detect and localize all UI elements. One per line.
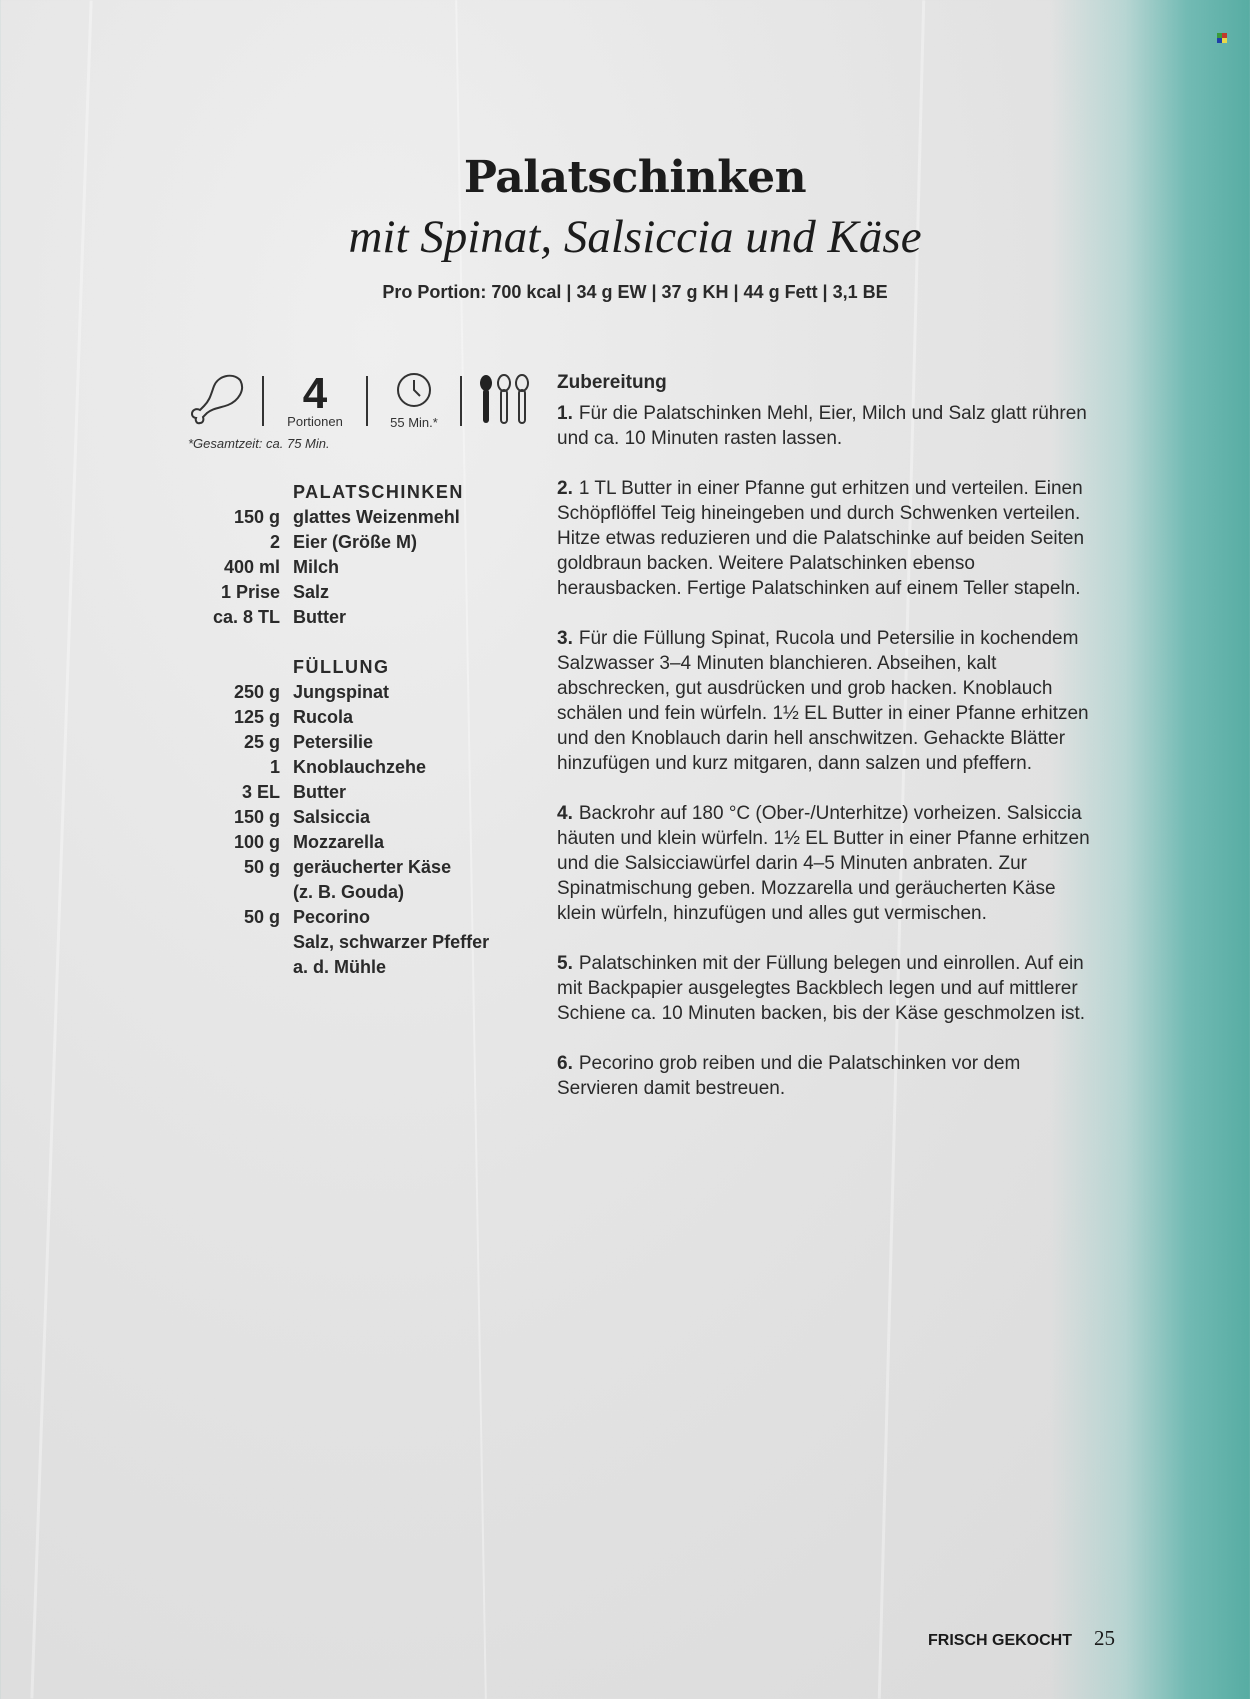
ingredient-name: Knoblauchzehe bbox=[293, 757, 427, 777]
ingredient-name: (z. B. Gouda) bbox=[293, 882, 404, 902]
preparation-heading: Zubereitung bbox=[557, 372, 667, 393]
ingredient-amount: 250 g bbox=[233, 682, 280, 702]
preparation-step bbox=[557, 1051, 1097, 1101]
ingredient-row bbox=[200, 955, 489, 980]
ingredient-amount: 3 EL bbox=[241, 782, 280, 802]
portions-label: Portionen bbox=[287, 413, 343, 429]
ingredient-amount: 125 g bbox=[233, 707, 280, 727]
ingredient-amount bbox=[200, 930, 293, 955]
step-text: Pecorino grob reiben und die Palatschinken vor dem Servieren damit bestreuen. bbox=[557, 1053, 1021, 1099]
step-text: Backrohr auf 180 °C (Ober-/Unterhitze) vorheizen. Salsiccia häuten und klein würfeln. 1½ EL Butter in einer Pfanne erhitzen und die Salsicciawürfel darin 4–5 Minuten anbraten. Zur Spinatmischung geben. Mozzarella und geräucherten Käse klein würfeln, hinzufügen und alles gut vermischen. bbox=[557, 803, 1090, 924]
spoon-difficulty-icon bbox=[478, 373, 530, 430]
preparation-step bbox=[557, 476, 1097, 601]
ingredient-amount bbox=[200, 880, 293, 905]
ingredient-name: Salz bbox=[293, 582, 330, 602]
step-number: 3. bbox=[557, 628, 573, 649]
ingredient-row bbox=[200, 780, 489, 805]
ingredient-name: Butter bbox=[293, 607, 346, 627]
ingredient-name: Mozzarella bbox=[293, 832, 385, 852]
ingredient-name: Milch bbox=[293, 557, 340, 577]
ingredient-name: Jungspinat bbox=[293, 682, 390, 702]
step-number: 2. bbox=[557, 478, 573, 499]
ingredient-row bbox=[200, 755, 489, 780]
ingredient-name: geräucherter Käse bbox=[293, 857, 452, 877]
nutrition-info: Pro Portion: 700 kcal | 34 g EW | 37 g KH | 44 g Fett | 3,1 BE bbox=[382, 282, 888, 302]
ingredient-amount: 100 g bbox=[233, 832, 280, 852]
ingredient-row bbox=[200, 705, 489, 730]
ingredient-amount: 400 ml bbox=[223, 557, 280, 577]
ingredient-row bbox=[200, 930, 489, 955]
ingredient-name: glattes Weizenmehl bbox=[293, 507, 460, 527]
ingredient-amount: 50 g bbox=[243, 907, 280, 927]
ingredient-amount: 150 g bbox=[233, 807, 280, 827]
step-number: 1. bbox=[557, 403, 573, 424]
chicken-leg-icon bbox=[188, 372, 246, 431]
ingredient-name: Salz, schwarzer Pfeffer bbox=[293, 932, 490, 952]
recipe-subtitle: mit Spinat, Salsiccia und Käse bbox=[348, 211, 922, 263]
ingredient-name: Petersilie bbox=[293, 732, 374, 752]
ingredient-amount: 50 g bbox=[243, 857, 280, 877]
ingredient-row bbox=[200, 505, 489, 530]
divider bbox=[262, 376, 264, 426]
magazine-name: FRISCH GEKOCHT bbox=[928, 1632, 1072, 1649]
ingredient-amount: 2 bbox=[269, 532, 280, 552]
step-text: Für die Füllung Spinat, Rucola und Petersilie in kochendem Salzwasser 3–4 Minuten blanchieren. Abseihen, kalt abschrecken, gut ausdrücken und grob hacken. Knoblauch schälen und fein würfeln. 1½ EL Butter in einer Pfanne erhitzen und den Knoblauch darin hell anschwitzen. Gehackte Blätter hinzufügen und kurz mitgaren, dann salzen und pfeffern. bbox=[557, 628, 1089, 774]
ingredient-name: Salsiccia bbox=[293, 807, 371, 827]
ingredient-amount: ca. 8 TL bbox=[212, 607, 280, 627]
ingredient-row bbox=[200, 730, 489, 755]
preparation-step bbox=[557, 801, 1097, 926]
ingredient-row bbox=[200, 530, 489, 555]
ingredient-name: Pecorino bbox=[293, 907, 371, 927]
ingredient-amount: 150 g bbox=[233, 507, 280, 527]
ingredient-row bbox=[200, 555, 489, 580]
time-label: 55 Min.* bbox=[390, 415, 438, 430]
portions-number: 4 bbox=[302, 368, 328, 418]
preparation-section bbox=[557, 370, 1097, 1126]
time-block bbox=[384, 372, 444, 430]
ingredient-row bbox=[200, 580, 489, 605]
page-footer bbox=[928, 1626, 1115, 1651]
print-color-mark bbox=[1217, 33, 1227, 43]
divider bbox=[366, 376, 368, 426]
portions-block bbox=[280, 368, 350, 429]
ingredient-amount: 25 g bbox=[243, 732, 280, 752]
ingredient-amount: 1 bbox=[269, 757, 280, 777]
ingredient-section-heading: PALATSCHINKEN bbox=[293, 482, 464, 502]
step-number: 5. bbox=[557, 953, 573, 974]
step-text: Palatschinken mit der Füllung belegen und einrollen. Auf ein mit Backpapier ausgelegtes Backblech legen und auf mittlerer Schiene ca. 10 Minuten backen, bis der Käse geschmolzen ist. bbox=[557, 953, 1086, 1024]
clock-icon bbox=[396, 395, 432, 412]
ingredient-row bbox=[200, 880, 489, 905]
ingredient-row bbox=[200, 855, 489, 880]
step-number: 4. bbox=[557, 803, 573, 824]
ingredient-row bbox=[200, 830, 489, 855]
step-text: Für die Palatschinken Mehl, Eier, Milch und Salz glatt rühren und ca. 10 Minuten rasten lassen. bbox=[557, 403, 1087, 449]
ingredient-row bbox=[200, 905, 489, 930]
ingredients-list bbox=[200, 480, 489, 980]
ingredient-name: Butter bbox=[293, 782, 346, 802]
recipe-title: Palatschinken bbox=[463, 152, 807, 203]
preparation-step bbox=[557, 626, 1097, 776]
ingredient-section-heading: FÜLLUNG bbox=[293, 657, 390, 677]
step-text: 1 TL Butter in einer Pfanne gut erhitzen und verteilen. Einen Schöpflöffel Teig hineingeben und durch Schwenken verteilen. Hitze etwas reduzieren und die Palatschinke auf beiden Seiten goldbraun backen. Weitere Palatschinken ebenso herausbacken. Fertige Palatschinken auf einem Teller stapeln. bbox=[557, 478, 1085, 599]
total-time-footnote: *Gesamtzeit: ca. 75 Min. bbox=[188, 436, 330, 451]
ingredient-amount: 1 Prise bbox=[220, 582, 280, 602]
step-number: 6. bbox=[557, 1053, 573, 1074]
ingredient-row bbox=[200, 605, 489, 630]
ingredient-amount bbox=[200, 955, 293, 980]
ingredient-name: Rucola bbox=[293, 707, 354, 727]
ingredient-name: a. d. Mühle bbox=[293, 957, 387, 977]
ingredient-row bbox=[200, 805, 489, 830]
ingredient-name: Eier (Größe M) bbox=[293, 532, 418, 552]
recipe-meta bbox=[188, 370, 530, 432]
divider bbox=[460, 376, 462, 426]
preparation-step bbox=[557, 951, 1097, 1026]
preparation-step bbox=[557, 401, 1097, 451]
ingredient-row bbox=[200, 680, 489, 705]
page-number: 25 bbox=[1094, 1626, 1115, 1650]
